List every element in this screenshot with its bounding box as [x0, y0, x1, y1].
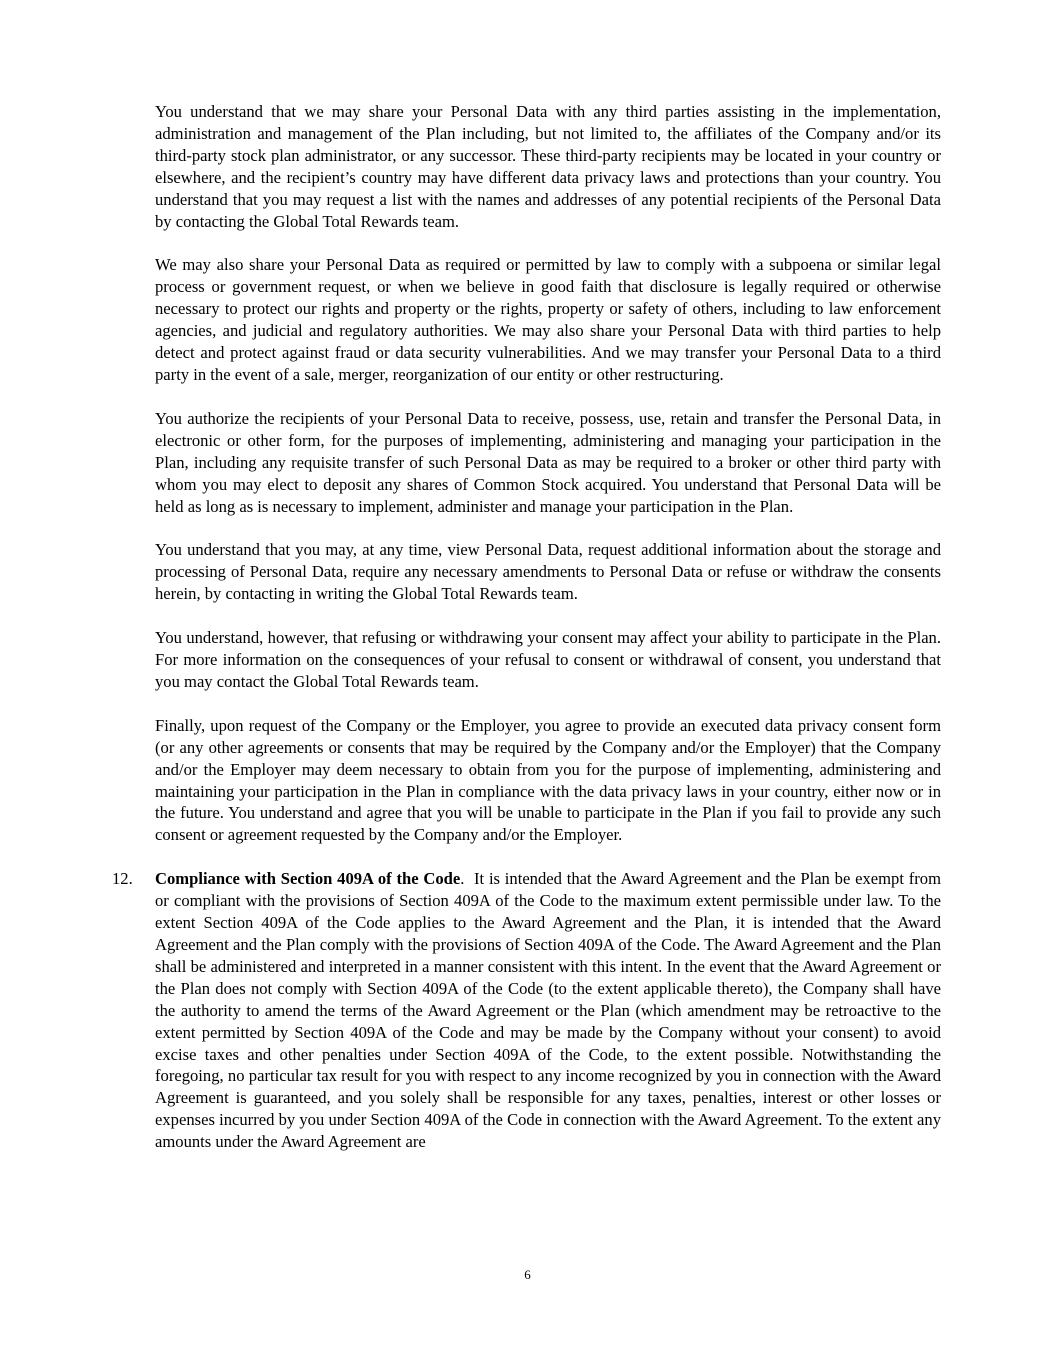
paragraph-withdraw-consent: You understand, however, that refusing or withdrawing your consent may affect your ability to participate in the Plan. For more information on the consequences of your refusal to consent or withdrawal of consent, you understand that you may contact the Global Total Rewards team. — [155, 628, 941, 691]
paragraph-consent-form: Finally, upon request of the Company or the Employer, you agree to provide an executed data privacy consent form (or any other agreements or consents that may be required by the Company and/or the Employer) that the Company and/or the Employer may deem necessary to obtain from you for the purpose of implementing, administering and maintaining your participation in the Plan in compliance with the data privacy laws in your country, either now or in the future. You understand and agree that you will be unable to participate in the Plan if you fail to provide any such consent or agreement requested by the Company and/or the Employer. — [155, 715, 941, 845]
section-heading-period: . — [460, 869, 465, 889]
section-number: 12. — [112, 869, 133, 889]
paragraph-legal-disclosure: We may also share your Personal Data as required or permitted by law to comply with a subpoena or similar legal process or government request, or when we believe in good faith that disclosure is legally required or otherwise necessary to protect our rights and property or the rights, property or safety of others, including to law enforcement agencies, and judicial and regulatory authorities. We may also share your Personal Data with third parties to help detect and protect against fraud or data security vulnerabilities. And we may transfer your Personal Data to a third party in the event of a sale, merger, reorganization of our entity or other restructuring. — [155, 255, 941, 384]
paragraph-third-party-sharing: You understand that we may share your Personal Data with any third parties assisting in the implementation, administration and management of the Plan including, but not limited to, the affiliates of the Company and/or its third-party stock plan administrator, or any successor. These third-party recipients may be located in your country or elsewhere, and the recipient’s country may have different data privacy laws and protections than your country. You understand that you may request a list with the names and addresses of any potential recipients of the Personal Data by contacting the Global Total Rewards team. — [155, 102, 941, 231]
section-12 — [112, 868, 941, 1153]
section-heading: Compliance with Section 409A of the Code — [155, 869, 461, 889]
page-number: 6 — [524, 1267, 531, 1282]
section-body: It is intended that the Award Agreement and the Plan be exempt from or compliant with the provisions of Section 409A of the Code to the maximum extent permissible under law. To the extent Section 409A of the Code applies to the Award Agreement and the Plan, it is intended that the Award Agreement and the Plan comply with the provisions of Section 409A of the Code. The Award Agreement and the Plan shall be administered and interpreted in a manner consistent with this intent. In the event that the Award Agreement or the Plan does not comply with Section 409A of the Code (to the extent applicable thereto), the Company shall have the authority to amend the terms of the Award Agreement or the Plan (which amendment may be retroactive to the extent permitted by Section 409A of the Code and may be made by the Company without your consent) to avoid excise taxes and other penalties under Section 409A of the Code, to the extent possible. Notwithstanding the foregoing, no particular tax result for you with respect to any income recognized by you in connection with the Award Agreement is guaranteed, and you solely shall be responsible for any taxes, penalties, interest or other losses or expenses incurred by you under Section 409A of the Code in connection with the Award Agreement. To the extent any amounts under the Award Agreement are — [155, 869, 941, 1152]
paragraph-recipient-authorization: You authorize the recipients of your Personal Data to receive, possess, use, retain and transfer the Personal Data, in electronic or other form, for the purposes of implementing, administering and managing your participation in the Plan, including any requisite transfer of such Personal Data as may be required to a broker or other third party with whom you may elect to deposit any shares of Common Stock acquired. You understand that Personal Data will be held as long as is necessary to implement, administer and manage your participation in the Plan. — [155, 408, 941, 516]
paragraph-view-data-rights: You understand that you may, at any time, view Personal Data, request additional information about the storage and processing of Personal Data, require any necessary amendments to Personal Data or refuse or withdraw the consents herein, by contacting in writing the Global Total Rewards team. — [155, 540, 941, 604]
document-page — [112, 101, 941, 1153]
